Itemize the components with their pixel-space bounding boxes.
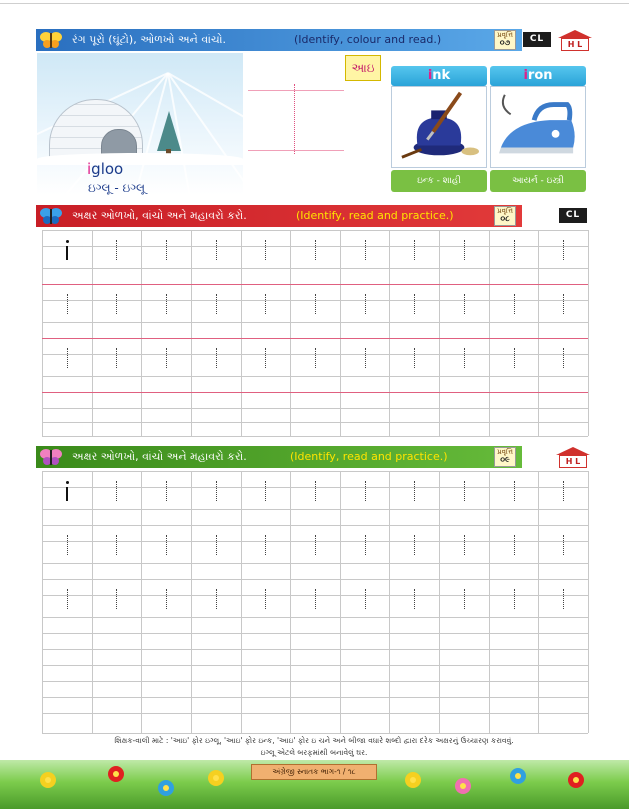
blue-butterfly-icon bbox=[38, 206, 64, 226]
grid-row-line bbox=[42, 230, 588, 231]
grid-row-line bbox=[42, 436, 588, 437]
grid-row-line bbox=[42, 617, 588, 618]
dotted-letter-i bbox=[116, 348, 117, 368]
grid-column-line bbox=[439, 230, 440, 436]
dotted-letter-i bbox=[464, 589, 465, 609]
dotted-letter-i bbox=[315, 240, 316, 260]
section2-english-instruction: (Identify, read and practice.) bbox=[296, 209, 454, 222]
dotted-letter-i bbox=[563, 294, 564, 314]
dotted-letter-i bbox=[365, 481, 366, 501]
dotted-letter-i bbox=[414, 294, 415, 314]
dotted-letter-i bbox=[265, 535, 266, 555]
grid-column-line bbox=[489, 230, 490, 436]
grid-row-line bbox=[42, 733, 588, 734]
igloo-gujarati-word: ઇગ્લૂ - ઇગ્લૂ bbox=[88, 181, 146, 195]
dotted-letter-i bbox=[116, 589, 117, 609]
hl-house-badge bbox=[558, 30, 592, 50]
activity-number-badge bbox=[494, 206, 516, 226]
dotted-letter-i bbox=[116, 294, 117, 314]
dotted-letter-i bbox=[464, 535, 465, 555]
dotted-letter-i bbox=[216, 589, 217, 609]
hl-house-badge bbox=[556, 447, 590, 467]
grid-column-line bbox=[588, 471, 589, 733]
hl-label: H L bbox=[559, 455, 587, 468]
teacher-note-line1: શિક્ષક-વાલી માટે : 'આઇ' ફોર ઇગ્લૂ, 'આઇ' ફોર ઇન્ક, 'આઇ' ફોર ઇ ચને અને બીજા વધારે શબ્દો દ્વારા દરેક અક્ષરનું ઉચ્ચારણ કરાવવું. bbox=[114, 736, 514, 745]
letter-i-stroke bbox=[66, 246, 68, 260]
activity-number: ૦૯ bbox=[500, 455, 510, 464]
section1-header bbox=[36, 29, 592, 51]
grid-column-line bbox=[489, 471, 490, 733]
section3-gujarati-instruction: અક્ષર ઓળખો, વાંચો અને મહાવરો કરો. bbox=[72, 450, 247, 463]
section1-gujarati-instruction: રંગ પૂરો (ઘૂંટો), ઓળખો અને વાંચો. bbox=[72, 33, 226, 46]
dotted-letter-i bbox=[265, 294, 266, 314]
grid-column-line bbox=[389, 230, 390, 436]
grid-column-line bbox=[241, 230, 242, 436]
grid-column-line bbox=[191, 230, 192, 436]
igloo-english-word bbox=[87, 160, 123, 178]
flower-icon bbox=[405, 772, 421, 788]
dotted-letter-i bbox=[514, 589, 515, 609]
grid-column-line bbox=[290, 230, 291, 436]
grid-column-line bbox=[42, 471, 43, 733]
dotted-letter-i bbox=[414, 348, 415, 368]
activity-label: પ્રવૃત્તિ bbox=[497, 31, 513, 39]
dotted-letter-i bbox=[216, 240, 217, 260]
grid-column-line bbox=[439, 471, 440, 733]
grid-row-line bbox=[42, 681, 588, 682]
dotted-letter-i bbox=[166, 589, 167, 609]
activity-label: પ્રવૃત્તિ bbox=[497, 207, 513, 215]
dotted-letter-i bbox=[116, 240, 117, 260]
grid-row-line bbox=[42, 392, 588, 393]
grid-row-line bbox=[42, 422, 588, 423]
dotted-letter-i bbox=[265, 240, 266, 260]
top-rule bbox=[0, 3, 629, 4]
igloo-rest: gloo bbox=[91, 160, 124, 178]
teacher-note bbox=[36, 735, 592, 759]
butterfly-icon bbox=[38, 30, 64, 50]
grid-row-line bbox=[42, 713, 588, 714]
dotted-letter-i bbox=[315, 481, 316, 501]
grid-row-line bbox=[42, 633, 588, 634]
grid-column-line bbox=[92, 230, 93, 436]
practice-grid-1 bbox=[42, 230, 588, 436]
dotted-letter-i bbox=[166, 348, 167, 368]
grid-column-line bbox=[42, 230, 43, 436]
gujarati-letter-card: આઇ bbox=[345, 55, 381, 81]
dotted-letter-i bbox=[67, 294, 68, 314]
activity-label: પ્રવૃત્તિ bbox=[497, 448, 513, 456]
section3-english-instruction: (Identify, read and practice.) bbox=[290, 450, 448, 463]
section2-band bbox=[36, 205, 522, 227]
grid-row-line bbox=[42, 509, 588, 510]
ink-card-gujarati: ઇન્ક - શાહી bbox=[391, 170, 487, 192]
grid-row-line bbox=[42, 697, 588, 698]
dotted-letter-i bbox=[514, 481, 515, 501]
dotted-letter-i bbox=[265, 589, 266, 609]
grid-row-line bbox=[42, 649, 588, 650]
section2-gujarati-instruction: અક્ષર ઓળખો, વાંચો અને મહાવરો કરો. bbox=[72, 209, 247, 222]
dotted-letter-i bbox=[216, 294, 217, 314]
grid-column-line bbox=[340, 471, 341, 733]
dotted-letter-i bbox=[414, 589, 415, 609]
igloo-illustration bbox=[37, 53, 243, 195]
iron-icon bbox=[490, 86, 586, 168]
dotted-letter-i bbox=[514, 294, 515, 314]
activity-number-badge bbox=[494, 447, 516, 467]
flower-icon bbox=[208, 770, 224, 786]
dotted-letter-i bbox=[514, 348, 515, 368]
grid-column-line bbox=[389, 471, 390, 733]
activity-number-badge bbox=[494, 30, 516, 50]
ink-card bbox=[391, 66, 487, 192]
grid-row-line bbox=[42, 376, 588, 377]
practice-grid-2 bbox=[42, 471, 588, 733]
dotted-letter-i bbox=[414, 240, 415, 260]
flower-icon bbox=[158, 780, 174, 796]
dotted-letter-i bbox=[464, 294, 465, 314]
grid-row-line bbox=[42, 665, 588, 666]
grid-row-line bbox=[42, 525, 588, 526]
igloo-first-letter: i bbox=[87, 160, 92, 178]
dotted-letter-i bbox=[563, 240, 564, 260]
dotted-letter-i bbox=[563, 535, 564, 555]
grid-row-line bbox=[42, 579, 588, 580]
dotted-letter-i bbox=[216, 348, 217, 368]
hl-label: H L bbox=[561, 38, 589, 51]
flower-icon bbox=[40, 772, 56, 788]
letter-trace-area bbox=[248, 54, 344, 164]
dotted-letter-i bbox=[166, 535, 167, 555]
dotted-letter-i bbox=[464, 481, 465, 501]
grid-column-line bbox=[538, 471, 539, 733]
grid-column-line bbox=[290, 471, 291, 733]
page-footer-label: અંગ્રેજી સ્નાતક ભાગ-૧ / ૧૮ bbox=[251, 764, 377, 780]
cl-badge: CL bbox=[559, 208, 587, 223]
iron-card-title: iron bbox=[490, 66, 586, 86]
section1-english-instruction: (Identify, colour and read.) bbox=[294, 33, 442, 46]
flower-icon bbox=[108, 766, 124, 782]
flower-icon bbox=[455, 778, 471, 794]
grid-column-line bbox=[340, 230, 341, 436]
dotted-letter-i bbox=[464, 240, 465, 260]
dotted-letter-i bbox=[315, 589, 316, 609]
dotted-letter-i bbox=[365, 348, 366, 368]
dotted-letter-i bbox=[514, 240, 515, 260]
dotted-letter-i bbox=[315, 294, 316, 314]
flower-icon bbox=[510, 768, 526, 784]
teacher-note-line2: ઇગ્લૂ એટલે બરફમાંથી બનાવેલું ઘર. bbox=[260, 748, 368, 757]
letter-i-dot bbox=[66, 481, 69, 484]
dotted-letter-i bbox=[414, 481, 415, 501]
grid-row-line bbox=[42, 471, 588, 472]
grid-row-line bbox=[42, 284, 588, 285]
grid-row-line bbox=[42, 268, 588, 269]
grid-column-line bbox=[191, 471, 192, 733]
dotted-letter-i bbox=[216, 481, 217, 501]
dotted-letter-i bbox=[216, 535, 217, 555]
grid-column-line bbox=[92, 471, 93, 733]
dotted-letter-i bbox=[67, 589, 68, 609]
pine-tree-icon bbox=[157, 111, 181, 151]
ink-card-title: ink bbox=[391, 66, 487, 86]
cl-badge: CL bbox=[523, 32, 551, 47]
grid-row-line bbox=[42, 563, 588, 564]
dotted-trace-letter bbox=[294, 84, 300, 154]
activity-number: ૦૭ bbox=[499, 38, 511, 47]
dotted-letter-i bbox=[315, 348, 316, 368]
iron-card-gujarati: આયર્ન - ઇસ્ત્રી bbox=[490, 170, 586, 192]
section3-band bbox=[36, 446, 522, 468]
dotted-letter-i bbox=[315, 535, 316, 555]
pink-butterfly-icon bbox=[38, 447, 64, 467]
dotted-letter-i bbox=[265, 481, 266, 501]
flower-icon bbox=[568, 772, 584, 788]
grid-column-line bbox=[141, 471, 142, 733]
dotted-letter-i bbox=[563, 348, 564, 368]
iron-card bbox=[490, 66, 586, 192]
dotted-letter-i bbox=[265, 348, 266, 368]
grid-row-line bbox=[42, 408, 588, 409]
grid-column-line bbox=[538, 230, 539, 436]
dotted-letter-i bbox=[365, 589, 366, 609]
grid-column-line bbox=[241, 471, 242, 733]
dotted-letter-i bbox=[67, 348, 68, 368]
dotted-letter-i bbox=[414, 535, 415, 555]
dotted-letter-i bbox=[67, 535, 68, 555]
grid-column-line bbox=[588, 230, 589, 436]
ink-pot-icon bbox=[391, 86, 487, 168]
letter-i-stroke bbox=[66, 487, 68, 501]
section3-header bbox=[36, 446, 592, 468]
dotted-letter-i bbox=[365, 240, 366, 260]
dotted-letter-i bbox=[514, 535, 515, 555]
dotted-letter-i bbox=[464, 348, 465, 368]
letter-i-dot bbox=[66, 240, 69, 243]
grid-row-line bbox=[42, 338, 588, 339]
dotted-letter-i bbox=[166, 481, 167, 501]
grid-column-line bbox=[141, 230, 142, 436]
dotted-letter-i bbox=[563, 589, 564, 609]
dotted-letter-i bbox=[166, 294, 167, 314]
dotted-letter-i bbox=[365, 535, 366, 555]
dotted-letter-i bbox=[116, 535, 117, 555]
dotted-letter-i bbox=[166, 240, 167, 260]
dotted-letter-i bbox=[563, 481, 564, 501]
dotted-letter-i bbox=[116, 481, 117, 501]
grid-row-line bbox=[42, 322, 588, 323]
section2-header bbox=[36, 205, 592, 227]
activity-number: ૦૮ bbox=[500, 214, 510, 223]
dotted-letter-i bbox=[365, 294, 366, 314]
section1-band bbox=[36, 29, 522, 51]
